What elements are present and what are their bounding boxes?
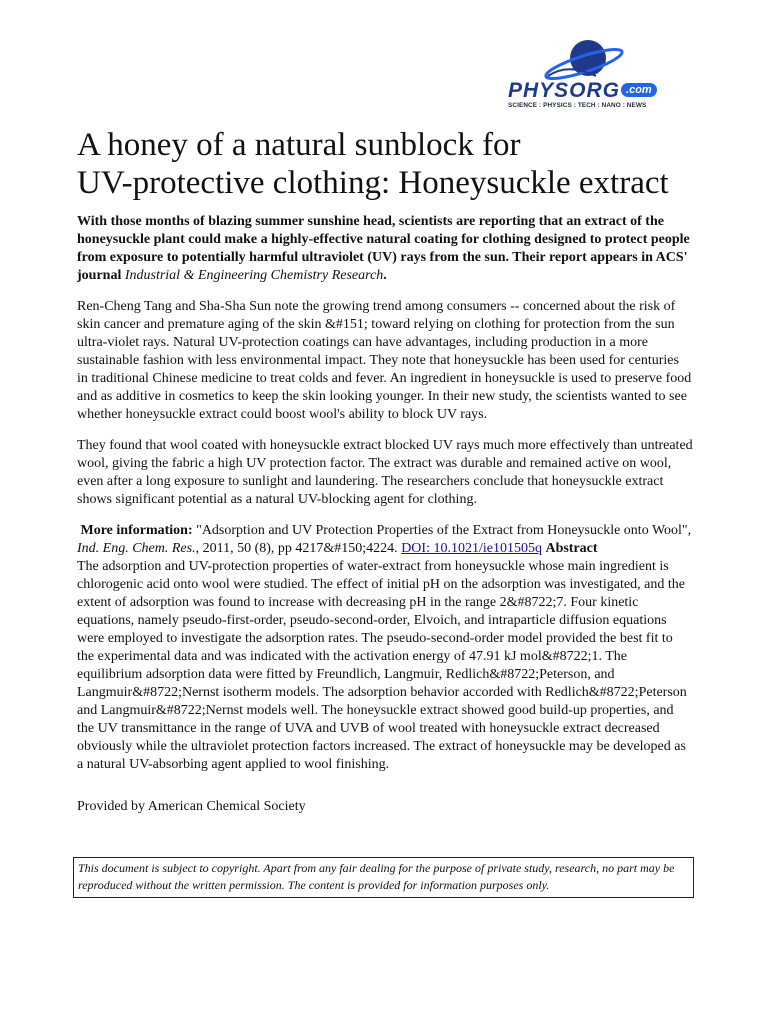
body-paragraph-2: They found that wool coated with honeysuckle extract blocked UV rays much more effectively than untreated wool, giving the fabric a high UV protection factor. The extract was durable and remained active on wool, even after a long exposure to sunlight and laundering. The researchers conclude that honeysuckle extract shows significant potential as a natural UV-blocking agent for clothing.: [77, 438, 693, 507]
lead-journal: Industrial & Engineering Chemistry Research: [124, 268, 384, 283]
more-journal: Ind. Eng. Chem. Res.: [77, 541, 196, 556]
logo-com: .com: [621, 83, 657, 97]
logo-text: [508, 80, 660, 109]
logo-word: PHYSORG: [508, 79, 621, 102]
copyright-notice: This document is subject to copyright. Apart from any fair dealing for the purpose of private study, research, no part may be reproduced without the written permission. The content is provided for information purposes only.: [73, 857, 694, 898]
doi-link[interactable]: DOI: 10.1021/ie101505q: [401, 541, 542, 556]
lead-end: .: [383, 268, 387, 283]
lead-paragraph: [77, 213, 693, 285]
physorg-logo[interactable]: [508, 36, 660, 112]
title-line-2: UV-protective clothing: Honeysuckle extract: [77, 165, 669, 201]
more-citation: , 2011, 50 (8), pp 4217&#150;4224.: [195, 541, 402, 556]
lead-text: With those months of blazing summer sunshine head, scientists are reporting that an extract of the honeysuckle plant could make a highly-effective natural coating for clothing designed to protect people from exposure to potentially harmful ultraviolet (UV) rays from the sun. Their report appears in ACS' journal: [77, 214, 690, 283]
article-title: [77, 126, 693, 202]
more-label: More information:: [80, 523, 193, 538]
article: [77, 126, 693, 816]
abstract-text: The adsorption and UV-protection properties of water-extract from honeysuckle whose main ingredient is chlorogenic acid onto wool were studied. The effect of initial pH on the adsorption was investigated, and the extent of adsorption was found to increase with decreasing pH in the range 2&#8722;7. Four kinetic equations, namely pseudo-first-order, pseudo-second-order, Elvoich, and intraparticle diffusion equations were employed to investigate the adsorption rates. The pseudo-second-order model provided the best fit to the experimental data and was indicated with the activation energy of 47.91 kJ mol&#8722;1. The equilibrium adsorption data were fitted by Freundlich, Langmuir, Redlich&#8722;Peterson, and Langmuir&#8722;Nernst isotherm models. The adsorption behavior accorded with Redlich&#8722;Peterson and Langmuir&#8722;Nernst models well. The honeysuckle extract showed good build-up properties, and the UV transmittance in the range of UVA and UVB of wool treated with honeysuckle extract decreased obviously while the ultraviolet protection factors increased. The extract of honeysuckle may be developed as a natural UV-absorbing agent applied to wool finishing.: [77, 559, 687, 772]
logo-tagline: SCIENCE : PHYSICS : TECH : NANO : NEWS: [508, 102, 647, 109]
provided-by: Provided by American Chemical Society: [77, 799, 306, 814]
more-information: [77, 522, 693, 774]
title-line-1: A honey of a natural sunblock for: [77, 127, 521, 163]
more-title: "Adsorption and UV Protection Properties of the Extract from Honeysuckle onto Wool",: [196, 523, 692, 538]
body-paragraph-1: Ren-Cheng Tang and Sha-Sha Sun note the growing trend among consumers -- concerned about the risk of skin cancer and premature aging of the skin &#151; toward relying on clothing for protection from the sun ultra-violet rays. Natural UV-protection coatings can have advantages, including production in a more sustainable fashion with less environmental impact. They note that honeysuckle has been used for centuries in traditional Chinese medicine to treat colds and fever. An ingredient in honeysuckle is used to preserve food and as additive in cosmetics to keep the skin looking younger. In their new study, the scientists wanted to see whether honeysuckle extract could boost wool's ability to block UV rays.: [77, 299, 692, 422]
abstract-label: Abstract: [545, 541, 598, 556]
